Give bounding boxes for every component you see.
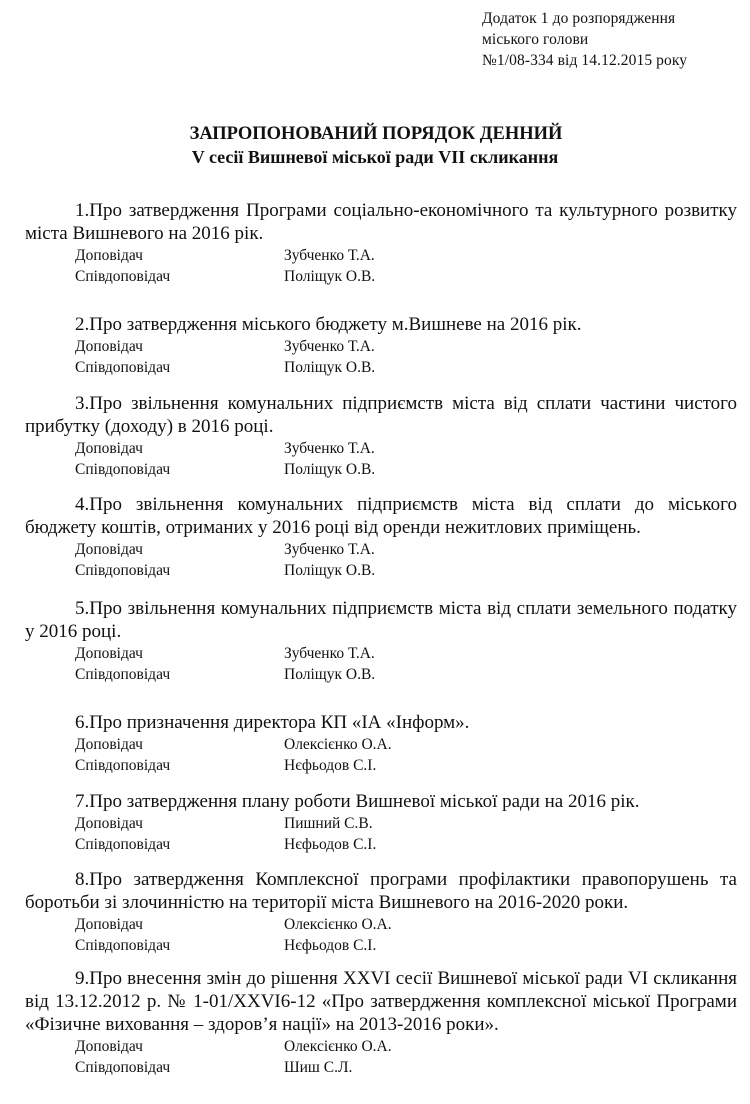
reporter-name: Пишний С.В. bbox=[284, 815, 373, 832]
reporter-row bbox=[75, 1036, 737, 1057]
title-main: ЗАПРОПОНОВАНИЙ ПОРЯДОК ДЕННИЙ bbox=[189, 124, 563, 144]
agenda-item bbox=[25, 313, 737, 378]
coreporter-row bbox=[75, 755, 737, 776]
agenda-item bbox=[25, 967, 737, 1078]
agenda-item bbox=[25, 199, 737, 287]
coreporter-name: Шиш С.Л. bbox=[284, 1059, 353, 1076]
agenda-item-text: 4.Про звільнення комунальних підприємств міста від сплати до міського бюджету коштів, отриманих у 2016 році від оренди нежитлових приміщень. bbox=[25, 494, 737, 538]
coreporter-name: Нєфьодов С.І. bbox=[284, 937, 377, 954]
reporter-row bbox=[75, 539, 737, 560]
reporter-name: Олексієнко О.А. bbox=[284, 1038, 392, 1055]
reporter-name: Олексієнко О.А. bbox=[284, 916, 392, 933]
coreporter-name: Поліщук О.В. bbox=[284, 268, 376, 285]
coreporter-name: Поліщук О.В. bbox=[284, 359, 376, 376]
coreporter-label: Співдоповідач bbox=[75, 757, 171, 774]
agenda-item-text: 9.Про внесення змін до рішення XXVI сесії Вишневої міської ради VI скликання від 13.12.2012 р. № 1-01/XXVI6-12 «Про затвердження комплексної міської Програми «Фізичне виховання – здоров’я нації» на 2013-2016 роки». bbox=[25, 968, 737, 1035]
coreporter-label: Співдоповідач bbox=[75, 461, 171, 478]
appendix-note bbox=[482, 8, 687, 71]
coreporter-label: Співдоповідач bbox=[75, 1059, 171, 1076]
coreporter-name: Нєфьодов С.І. bbox=[284, 757, 377, 774]
coreporter-label: Співдоповідач bbox=[75, 666, 171, 683]
coreporter-name: Поліщук О.В. bbox=[284, 461, 376, 478]
agenda-item bbox=[25, 392, 737, 480]
agenda-item-text: 6.Про призначення директора КП «ІА «Інформ». bbox=[75, 712, 470, 733]
reporter-label: Доповідач bbox=[75, 736, 143, 753]
reporter-name: Зубченко Т.А. bbox=[284, 247, 375, 264]
reporter-label: Доповідач bbox=[75, 916, 143, 933]
reporter-row bbox=[75, 438, 737, 459]
coreporter-name: Нєфьодов С.І. bbox=[284, 836, 377, 853]
coreporter-label: Співдоповідач bbox=[75, 937, 171, 954]
coreporter-row bbox=[75, 935, 737, 956]
reporter-row bbox=[75, 643, 737, 664]
coreporter-row bbox=[75, 664, 737, 685]
coreporter-label: Співдоповідач bbox=[75, 836, 171, 853]
reporter-label: Доповідач bbox=[75, 1038, 143, 1055]
agenda-item bbox=[25, 790, 737, 855]
coreporter-name: Поліщук О.В. bbox=[284, 666, 376, 683]
agenda-item-text: 5.Про звільнення комунальних підприємств міста від сплати земельного податку у 2016 році. bbox=[25, 598, 737, 642]
agenda-item-text: 3.Про звільнення комунальних підприємств міста від сплати частини чистого прибутку (доходу) в 2016 році. bbox=[25, 393, 737, 437]
agenda-item bbox=[25, 597, 737, 685]
agenda-item-text: 7.Про затвердження плану роботи Вишневої міської ради на 2016 рік. bbox=[75, 791, 640, 812]
reporter-name: Зубченко Т.А. bbox=[284, 541, 375, 558]
reporter-label: Доповідач bbox=[75, 541, 143, 558]
reporter-row bbox=[75, 813, 737, 834]
appendix-line: №1/08-334 від 14.12.2015 року bbox=[482, 52, 688, 69]
coreporter-name: Поліщук О.В. bbox=[284, 562, 376, 579]
reporter-label: Доповідач bbox=[75, 247, 143, 264]
coreporter-label: Співдоповідач bbox=[75, 562, 171, 579]
title-sub: V сесії Вишневої міської ради VII скликання bbox=[191, 147, 559, 167]
reporter-label: Доповідач bbox=[75, 815, 143, 832]
coreporter-row bbox=[75, 266, 737, 287]
coreporter-row bbox=[75, 1057, 737, 1078]
agenda-item bbox=[25, 868, 737, 956]
agenda-item-text: 2.Про затвердження міського бюджету м.Вишневе на 2016 рік. bbox=[75, 314, 582, 335]
agenda-item-text: 1.Про затвердження Програми соціально-економічного та культурного розвитку міста Вишневого на 2016 рік. bbox=[25, 200, 737, 244]
agenda-item bbox=[25, 493, 737, 581]
reporter-row bbox=[75, 336, 737, 357]
agenda-item bbox=[25, 711, 737, 776]
coreporter-label: Співдоповідач bbox=[75, 268, 171, 285]
reporter-name: Зубченко Т.А. bbox=[284, 645, 375, 662]
coreporter-row bbox=[75, 834, 737, 855]
coreporter-row bbox=[75, 560, 737, 581]
coreporter-row bbox=[75, 357, 737, 378]
reporter-name: Зубченко Т.А. bbox=[284, 338, 375, 355]
reporter-name: Зубченко Т.А. bbox=[284, 440, 375, 457]
appendix-line: Додаток 1 до розпорядження bbox=[482, 10, 676, 27]
coreporter-row bbox=[75, 459, 737, 480]
agenda-item-text: 8.Про затвердження Комплексної програми профілактики правопорушень та боротьби зі злочинністю на території міста Вишневого на 2016-2020 роки. bbox=[25, 869, 737, 913]
appendix-line: міського голови bbox=[482, 31, 589, 48]
reporter-row bbox=[75, 734, 737, 755]
reporter-row bbox=[75, 914, 737, 935]
reporter-name: Олексієнко О.А. bbox=[284, 736, 392, 753]
reporter-label: Доповідач bbox=[75, 645, 143, 662]
document-title bbox=[0, 122, 750, 168]
reporter-label: Доповідач bbox=[75, 338, 143, 355]
coreporter-label: Співдоповідач bbox=[75, 359, 171, 376]
reporter-row bbox=[75, 245, 737, 266]
reporter-label: Доповідач bbox=[75, 440, 143, 457]
